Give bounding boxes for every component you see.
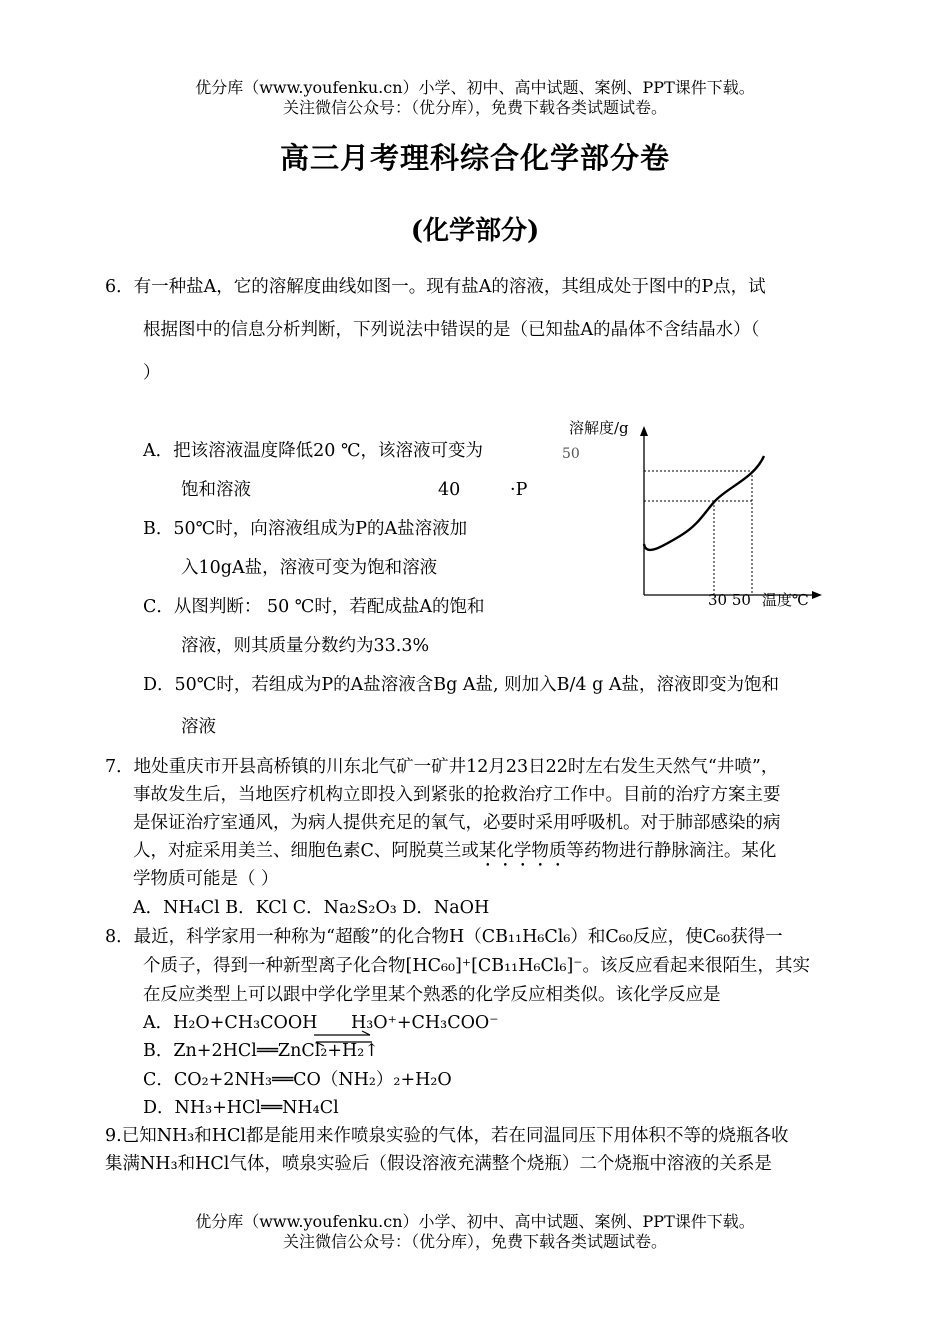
footer-line-2: 关注微信公众号：（优分库），免费下载各类试题试卷。 <box>282 1232 667 1251</box>
q6-option-b-line-1: B．50℃时，向溶液组成为P的A盐溶液加 <box>143 519 468 539</box>
q6-option-a-line-2: 饱和溶液 <box>181 480 251 500</box>
q8-line-3: 在反应类型上可以跟中学化学里某个熟悉的化学反应相类似。该化学反应是 <box>143 985 721 1005</box>
q7-options: A．NH₄Cl B．KCl C．Na₂S₂O₃ D．NaOH <box>133 898 490 918</box>
q8-option-d: D．NH₃+HCl══NH₄Cl <box>143 1098 339 1118</box>
q6-option-c-line-1: C．从图判断： 50 ℃时，若配成盐A的饱和 <box>143 597 485 617</box>
q9-line-2: 集满NH₃和HCl气体，喷泉实验后（假设溶液充满整个烧瓶）二个烧瓶中溶液的关系是 <box>105 1154 772 1174</box>
q8-option-c: C．CO₂+2NH₃══CO（NH₂）₂+H₂O <box>143 1070 452 1090</box>
q8-option-a-right: H₃O⁺+CH₃COO⁻ <box>351 1013 499 1033</box>
q6-option-c-line-2: 溶液，则其质量分数约为33.3% <box>181 636 430 656</box>
graph-y-arrow <box>640 426 648 436</box>
q6-option-b-line-2: 入10gA盐，溶液可变为饱和溶液 <box>181 558 438 578</box>
q8-option-a-left: A．H₂O+CH₃COOH <box>143 1013 318 1033</box>
q7-line-5: 学物质可能是（ ） <box>133 869 279 889</box>
q6-stem-line-1: 6．有一种盐A，它的溶解度曲线如图一。现有盐A的溶液，其组成处于图中的P点，试 <box>105 277 766 297</box>
solubility-curve <box>644 456 764 550</box>
q7-line-2: 事故发生后，当地医疗机构立即投入到紧张的抢救治疗工作中。目前的治疗方案主要 <box>133 785 781 805</box>
emphasized-substance: 某化学物质 <box>478 841 567 861</box>
graph-xlabel: 温度℃ <box>762 591 809 609</box>
q6-stem-line-3: ） <box>143 363 161 383</box>
page-title: 高三月考理科综合化学部分卷 <box>279 141 670 175</box>
footer-line-1: 优分库（www.youfenku.cn）小学、初中、高中试题、案例、PPT课件下载。 <box>195 1212 755 1231</box>
header-line-2: 关注微信公众号：（优分库），免费下载各类试题试卷。 <box>282 98 667 117</box>
q7-line-3: 是保证治疗室通风，为病人提供充足的氧气，必要时采用呼吸机。对于肺部感染的病 <box>133 813 781 833</box>
q6-option-d-line-2: 溶液 <box>181 717 216 737</box>
q8-option-b: B．Zn+2HCl══ZnCl₂+H₂↑ <box>143 1041 379 1061</box>
q7-line-1: 7．地处重庆市开县高桥镇的川东北气矿一矿井12月23日22时左右发生天然气“井喷”， <box>105 757 779 777</box>
q8-line-2: 个质子，得到一种新型离子化合物[HC₆₀]⁺[CB₁₁H₆Cl₆]⁻。该反应看起来很陌生，其实 <box>143 956 811 976</box>
header-line-1: 优分库（www.youfenku.cn）小学、初中、高中试题、案例、PPT课件下载。 <box>195 78 755 97</box>
graph-xticks: 30 50 <box>708 591 751 609</box>
page-subtitle: (化学部分) <box>410 216 540 246</box>
q7-line-4: 人，对症采用美兰、细胞色素C、阿脱莫兰或某化学物质等药物进行静脉滴注。某化 <box>133 841 777 861</box>
q6-option-a-line-1: A．把该溶液温度降低20 ℃，该溶液可变为 <box>143 441 484 461</box>
solubility-graph <box>540 410 840 620</box>
graph-x-arrow <box>812 591 822 599</box>
graph-ytick-50: 50 <box>562 446 580 462</box>
graph-ytick-40: 40 <box>438 480 461 500</box>
q6-option-d-line-1: D．50℃时，若组成为P的A盐溶液含Bg A盐, 则加入B/4 g A盐，溶液即变为饱和 <box>143 675 780 695</box>
graph-ylabel: 溶解度/g <box>569 419 629 437</box>
q9-line-1: 9.已知NH₃和HCl都是能用来作喷泉实验的气体，若在同温同压下用体积不等的烧瓶各收 <box>105 1126 789 1146</box>
q6-stem-line-2: 根据图中的信息分析判断，下列说法中错误的是（已知盐A的晶体不含结晶水）（ <box>143 320 760 340</box>
graph-point-p: ·P <box>510 480 528 500</box>
q8-line-1: 8．最近，科学家用一种称为“超酸”的化合物H（CB₁₁H₆Cl₆）和C₆₀反应，使C₆₀获得一 <box>105 927 783 947</box>
